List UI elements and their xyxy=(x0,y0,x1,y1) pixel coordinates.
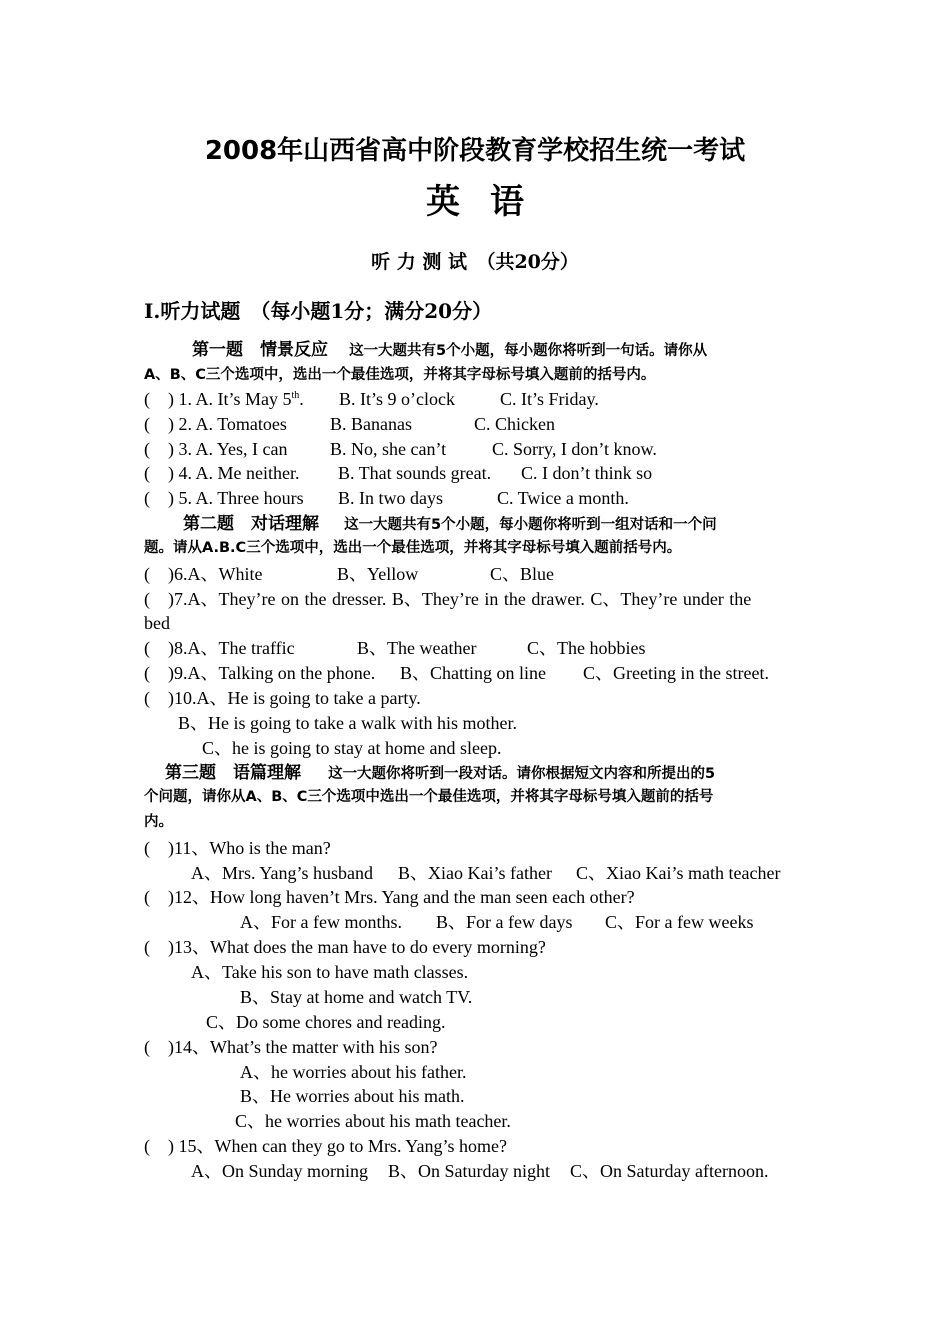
option-a-end: . xyxy=(299,389,304,409)
question-3 xyxy=(144,438,288,460)
question-8-option-c: C、The hobbies xyxy=(527,638,646,658)
question-2-option-b: B. Bananas xyxy=(330,414,412,434)
part-3-instruction-line2: 个问题，请你从A、B、C三个选项中选出一个最佳选项，并将其字母标号填入题前的括号 xyxy=(144,789,714,805)
question-11: ( )11、Who is the man? xyxy=(144,838,331,858)
question-number: ( )8. xyxy=(144,638,188,658)
question-12-option-a: A、For a few months. xyxy=(240,912,402,932)
question-3-option-b: B. No, she can’t xyxy=(330,439,447,459)
question-number: ( ) 1. xyxy=(144,389,192,409)
question-12-option-b: B、For a few days xyxy=(436,912,573,932)
option-a: A、White xyxy=(187,564,263,584)
part-1-instruction xyxy=(192,339,707,362)
question-15-option-b: B、On Saturday night xyxy=(388,1161,550,1181)
part-3-instruction-line1: 这一大题你将听到一段对话。请你根据短文内容和所提出的5 xyxy=(328,766,716,782)
question-13-option-b: B、Stay at home and watch TV. xyxy=(240,987,473,1007)
part-1-instruction-line1: 这一大题共有5个小题，每小题你将听到一句话。请你从 xyxy=(349,343,708,359)
question-7-line2: bed xyxy=(144,613,170,633)
question-7-line1: ( )7.A、They’re on the dresser. B、They’re in the drawer. C、They’re under the xyxy=(144,589,752,609)
question-6-option-c: C、Blue xyxy=(490,564,555,584)
question-number: ( ) 2. xyxy=(144,414,192,434)
question-5-option-c: C. Twice a month. xyxy=(497,488,629,508)
question-11-option-b: B、Xiao Kai’s father xyxy=(398,863,552,883)
question-number: ( ) 4. xyxy=(144,463,192,483)
question-8 xyxy=(144,637,295,659)
section-1-heading: I.听力试题 （每小题1分；满分20分） xyxy=(144,299,493,323)
listening-test-heading: 听 力 测 试 （共20分） xyxy=(371,251,579,273)
question-15: ( ) 15、When can they go to Mrs. Yang’s home? xyxy=(144,1136,507,1156)
part-3-instruction-line3: 内。 xyxy=(144,814,173,830)
part-2-instruction xyxy=(183,513,717,536)
question-14-option-c: C、he worries about his math teacher. xyxy=(235,1111,511,1131)
option-a: A. Me neither. xyxy=(195,463,300,483)
part-3-heading: 第三题 语篇理解 xyxy=(165,763,301,783)
question-4 xyxy=(144,462,300,484)
question-1-option-b: B. It’s 9 o’clock xyxy=(339,389,455,409)
question-10-option-b: B、He is going to take a walk with his mother. xyxy=(178,713,517,733)
question-13: ( )13、What does the man have to do every morning? xyxy=(144,937,546,957)
question-5 xyxy=(144,487,304,509)
part-2-instruction-line1: 这一大题共有5个小题，每小题你将听到一组对话和一个问 xyxy=(344,517,717,533)
option-a: A. Yes, I can xyxy=(195,439,288,459)
question-2-option-c: C. Chicken xyxy=(474,414,555,434)
question-2 xyxy=(144,413,287,435)
part-3-instruction xyxy=(165,762,715,785)
question-14-option-a: A、he worries about his father. xyxy=(240,1062,467,1082)
question-15-option-c: C、On Saturday afternoon. xyxy=(570,1161,769,1181)
question-10-option-a: ( )10.A、He is going to take a party. xyxy=(144,688,421,708)
question-11-option-c: C、Xiao Kai’s math teacher xyxy=(576,863,781,883)
question-9-option-c: C、Greeting in the street. xyxy=(583,663,769,683)
question-5-option-b: B. In two days xyxy=(338,488,443,508)
question-4-option-c: C. I don’t think so xyxy=(521,463,653,483)
question-number: ( )6. xyxy=(144,564,188,584)
question-number: ( )9. xyxy=(144,663,188,683)
subject-title: 英语 xyxy=(426,182,554,222)
question-number: ( ) 3. xyxy=(144,439,192,459)
question-13-option-c: C、Do some chores and reading. xyxy=(206,1012,446,1032)
question-13-option-a: A、Take his son to have math classes. xyxy=(191,962,469,982)
question-3-option-c: C. Sorry, I don’t know. xyxy=(492,439,657,459)
question-6 xyxy=(144,563,262,585)
question-4-option-b: B. That sounds great. xyxy=(338,463,492,483)
option-a: A. Tomatoes xyxy=(195,414,287,434)
superscript: th xyxy=(291,390,300,401)
question-15-option-a: A、On Sunday morning xyxy=(191,1161,368,1181)
question-9 xyxy=(144,662,375,684)
part-1-heading: 第一题 情景反应 xyxy=(192,340,328,360)
question-14: ( )14、What’s the matter with his son? xyxy=(144,1037,438,1057)
question-6-option-b: B、Yellow xyxy=(337,564,419,584)
option-a: A、Talking on the phone. xyxy=(187,663,376,683)
part-2-heading: 第二题 对话理解 xyxy=(183,514,319,534)
question-11-option-a: A、Mrs. Yang’s husband xyxy=(191,863,374,883)
question-9-option-b: B、Chatting on line xyxy=(400,663,546,683)
question-12: ( )12、How long haven’t Mrs. Yang and the man seen each other? xyxy=(144,887,635,907)
question-1-option-c: C. It’s Friday. xyxy=(500,389,599,409)
question-number: ( ) 5. xyxy=(144,488,192,508)
option-a: A、The traffic xyxy=(187,638,295,658)
question-10-option-c: C、he is going to stay at home and sleep. xyxy=(202,738,502,758)
option-a: A. Three hours xyxy=(195,488,304,508)
question-8-option-b: B、The weather xyxy=(357,638,477,658)
question-14-option-b: B、He worries about his math. xyxy=(240,1086,465,1106)
option-a: A. It’s May 5 xyxy=(195,389,292,409)
question-1 xyxy=(144,388,304,410)
exam-title: 2008年山西省高中阶段教育学校招生统一考试 xyxy=(204,136,746,166)
part-1-instruction-line2: A、B、C三个选项中，选出一个最佳选项，并将其字母标号填入题前的括号内。 xyxy=(144,367,656,383)
part-2-instruction-line2: 题。请从A.B.C三个选项中，选出一个最佳选项，并将其字母标号填入题前括号内。 xyxy=(144,540,682,556)
question-12-option-c: C、For a few weeks xyxy=(605,912,754,932)
